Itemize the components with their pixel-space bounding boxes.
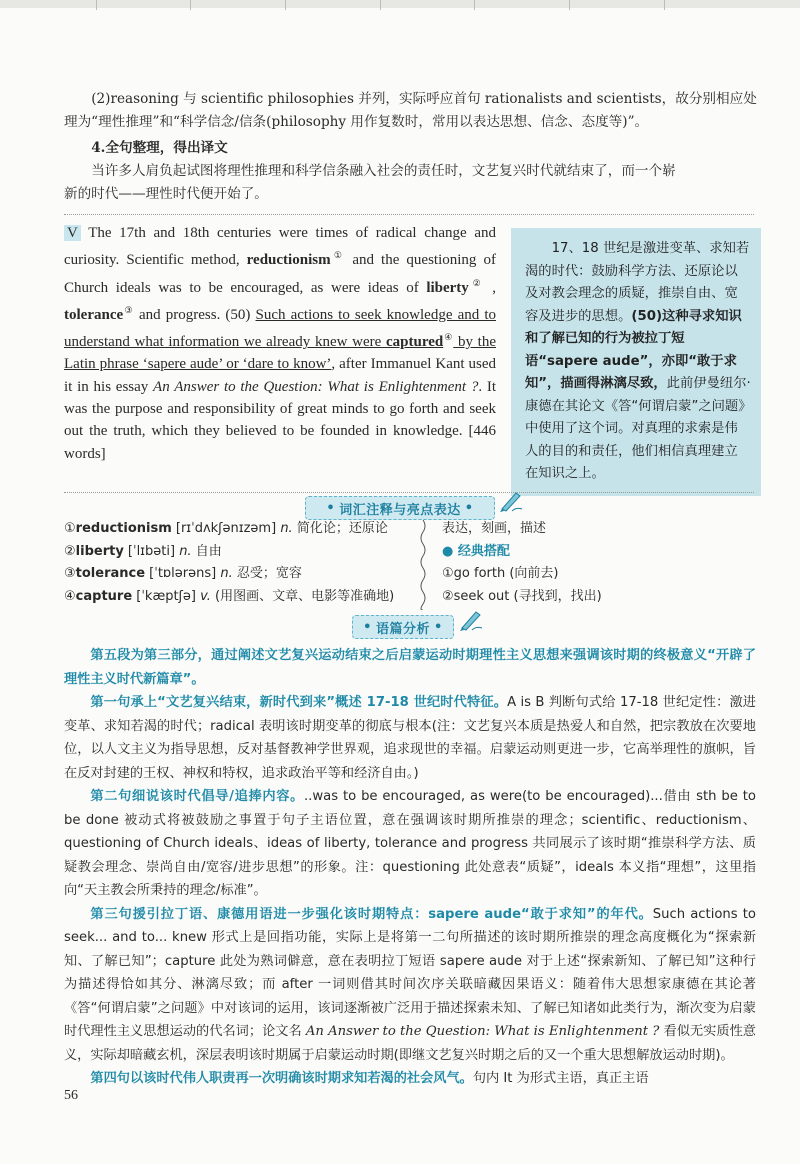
page-top-strip	[0, 0, 800, 8]
top-note-line: (2)reasoning 与 scientific philosophies 并列，实际呼应首句 rationalists and scientists，故分别相应处	[91, 91, 757, 107]
underlined-sentence: by the Latin phrase ‘sapere aude’ or ‘dare to know’	[64, 334, 496, 373]
collocation-item: ①go forth (向前去)	[442, 566, 559, 581]
vocab-num: ②	[64, 543, 76, 559]
essay-title: An Answer to the Question: What is Enlightenment ?	[305, 1024, 660, 1039]
top-tick	[96, 0, 97, 10]
dotted-divider	[64, 492, 754, 493]
collocation-heading	[442, 541, 742, 564]
analysis-banner	[352, 615, 454, 639]
analysis-intro: 第五段为第三部分，通过阐述文艺复兴运动结束之后启蒙运动时期理性主义思想来强调该时期的终极意义“开辟了理性主义时代新篇章”。	[64, 648, 756, 687]
top-tick	[474, 0, 475, 10]
page-number: 56	[64, 1088, 78, 1103]
vocab-word: tolerance	[75, 566, 146, 581]
analysis-paragraph	[64, 691, 756, 785]
analysis-body: Such actions to seek... and to... knew 形式上是回指功能，实际上是将第一二句所描述的该时期所推崇的理念高度概化为“探索新知、了解已知”；capture 此处为熟词僻意，意在表明拉丁短语 sapere aude 对于上述“探索新知、了解已知”这种行为描述得恰如其分、淋漓尽致；而 after 一词则借其时间次序关联暗藏因果语义：随着伟大思想家康德在其论著《答“何谓启蒙”之问题》中对该词的运用，该词逐渐被广泛用于描述探索未知、了解已知诸如此类行为，渐次变为启蒙时代理性主义思想运动的代名词；论文名	[64, 906, 756, 1039]
analysis-body: 看似无实质性意义，实际却暗藏玄机，深层表明该时期属于启蒙运动时期(即继文艺复兴时期之后的又一个重大思想解放运动时期)。	[64, 1024, 756, 1063]
banner-dot: •	[326, 500, 336, 516]
vocab-ipa: [ˈtɒlərəns]	[145, 566, 221, 581]
translation-highlight: (50)这种寻求知识和了解已知的行为被拉丁短语“sapere aude”，亦即“敢于求知”，描画得淋漓尽致，	[525, 308, 742, 391]
analysis-paragraph	[64, 785, 756, 903]
vocab-ipa: [ˈkæptʃə]	[132, 588, 201, 604]
banner-label: 词汇注释与亮点表达	[339, 502, 461, 518]
banner-dot: •	[363, 619, 372, 635]
vocab-num: ③	[64, 566, 76, 581]
translation-line: 新的时代——理性时代便开始了。	[64, 186, 268, 202]
keyword: tolerance	[64, 306, 124, 323]
vocab-pos: v.	[200, 588, 211, 604]
analysis-lead: 第四句以该时代伟人职责再一次明确该时期求知若渴的社会风气。	[90, 1071, 473, 1086]
collocation-panel	[442, 518, 742, 608]
vocab-ipa: [ˈlɪbəti]	[123, 543, 180, 559]
collocation-item: ②seek out (寻找到，找出)	[442, 588, 602, 604]
vocab-num: ④	[64, 588, 76, 604]
vocab-item	[64, 518, 414, 541]
passage-text: , after Immanuel Kant used it in his essay	[64, 356, 496, 395]
footnote-ref: ①	[330, 250, 346, 261]
top-tick	[569, 0, 570, 10]
top-tick	[664, 0, 665, 10]
top-tick	[190, 0, 191, 10]
vocab-item	[64, 541, 414, 564]
top-tick	[380, 0, 381, 10]
vocab-word: capture	[75, 588, 133, 604]
vocab-pos: n.	[179, 543, 192, 559]
passage-text: . It was the purpose and responsibility of great minds to go forth and seek out the truth, which they believed to be founded in knowledge. [446 words]	[64, 378, 497, 462]
banner-dot: •	[464, 500, 474, 516]
footnote-ref: ②	[468, 277, 485, 288]
vocab-meaning: 简化论；还原论	[292, 521, 388, 536]
vocab-meaning: 自由	[191, 543, 222, 559]
top-note-line: 理为“理性推理”和“科学信念/信条(philosophy 用作复数时，常用以表达思想、信念、态度等)”。	[64, 114, 649, 130]
analysis-section	[64, 644, 756, 1091]
pen-icon	[498, 487, 524, 513]
vocab-word: liberty	[75, 543, 124, 559]
vocab-pos: n.	[280, 521, 293, 536]
paragraph-marker: V	[64, 225, 81, 241]
vocab-pos: n.	[220, 566, 233, 581]
vocab-meaning: 忍受；宽容	[232, 566, 302, 581]
analysis-lead: 第二句细说该时代倡导/追捧内容。	[90, 789, 304, 804]
pen-icon	[458, 606, 484, 632]
analysis-body: A is B 判断句式给 17-18 世纪定性：激进变革、求知若渴的时代；radical 表明该时期变革的彻底与根本(注：文艺复兴本质是热爱人和自然，把宗教放在次要地位，以人文主义为指导思想，反对基督教神学世界观，追求现世的幸福。启蒙运动则更进一步，它高举理性的旗帜，旨在反对封建的王权、神权和特权，追求政治平等和经济自由。)	[64, 695, 756, 781]
keyword: reductionism	[246, 252, 331, 269]
vocab-item	[64, 563, 414, 586]
essay-title: An Answer to the Question: What is Enlightenment ?	[153, 378, 479, 395]
translation-line: 当许多人肩负起试图将理性推理和科学信条融入社会的责任时，文艺复兴时代就结束了，而一个崭	[91, 163, 676, 179]
bullet-icon: ●	[442, 543, 458, 559]
passage-text: ,	[484, 279, 496, 296]
translation-box	[511, 228, 761, 496]
section-heading: 4.全句整理，得出译文	[91, 140, 228, 156]
passage-paragraph-v	[64, 222, 496, 465]
passage-text: and progress. (50)	[133, 306, 256, 323]
analysis-lead: 第一句承上“文艺复兴结束，新时代到来”概述 17-18 世纪时代特征。	[90, 695, 508, 710]
analysis-body: ..was to be encouraged, as were(to be encouraged)...借由 sth be to be done 被动式将被鼓励之事置于句子主语位置，意在强调该时期所推崇的理念；scientific、reductionism、questioning of Church ideals、ideas of liberty, tolerance and progress 共同展示了该时期“推崇科学方法、质疑教会理念、崇尚自由/宽容/进步思想”的形象。注：questioning 此处意表“质疑”，ideals 本义指“理想”，这里指向“天主教会所秉持的理念/标准”。	[64, 789, 756, 898]
vocab-continuation: 表达，刻画，描述	[442, 521, 547, 536]
vocab-num: ①	[64, 521, 76, 536]
footnote-ref: ③	[123, 304, 134, 315]
translation-text: 17、18 世纪是激进变革、求知若渴的时代：鼓励科学方法、还原论以及对教会理念的质疑，推崇自由、宽容及进步的思想。	[525, 241, 750, 324]
vocab-item	[64, 586, 414, 609]
underlined-sentence: Such actions to seek knowledge and to understand what information we already knew were	[64, 306, 496, 351]
vocab-ipa: [rɪˈdʌkʃənɪzəm]	[171, 521, 281, 536]
vocab-list	[64, 518, 414, 608]
analysis-body: 句内 It 为形式主语，真正主语	[472, 1071, 649, 1086]
vocab-word: reductionism	[75, 521, 172, 536]
vocab-meaning: (用图画、文章、电影等准确地)	[210, 588, 395, 604]
collocation-heading-text: 经典搭配	[457, 543, 510, 559]
wavy-line	[418, 520, 428, 610]
wavy-divider	[418, 520, 428, 612]
passage-text: The 17th and 18th centuries were times of radical change and curiosity. Scientific method,	[64, 225, 496, 269]
analysis-paragraph	[64, 1067, 756, 1091]
translation-text: 此前伊曼纽尔·康德在其论文《答“何谓启蒙”之问题》中使用了这个词。对真理的求索是伟人的目的和责任，他们相信真理建立在知识之上。	[525, 376, 751, 481]
banner-label: 语篇分析	[375, 621, 430, 637]
passage-text: and the questioning of Church ideals was to be encouraged, as were ideas of	[64, 252, 496, 296]
banner-dot: •	[434, 619, 443, 635]
footnote-ref: ④	[443, 332, 454, 343]
analysis-lead: 第三句援引拉丁语、康德用语进一步强化该时期特点：sapere aude“敢于求知”的年代。	[90, 906, 653, 922]
keyword: liberty	[426, 279, 469, 296]
top-tick	[285, 0, 286, 10]
top-note	[64, 88, 757, 206]
keyword: captured	[386, 334, 444, 351]
dotted-divider	[64, 214, 754, 215]
vocab-banner	[305, 496, 495, 520]
analysis-paragraph	[64, 903, 756, 1068]
